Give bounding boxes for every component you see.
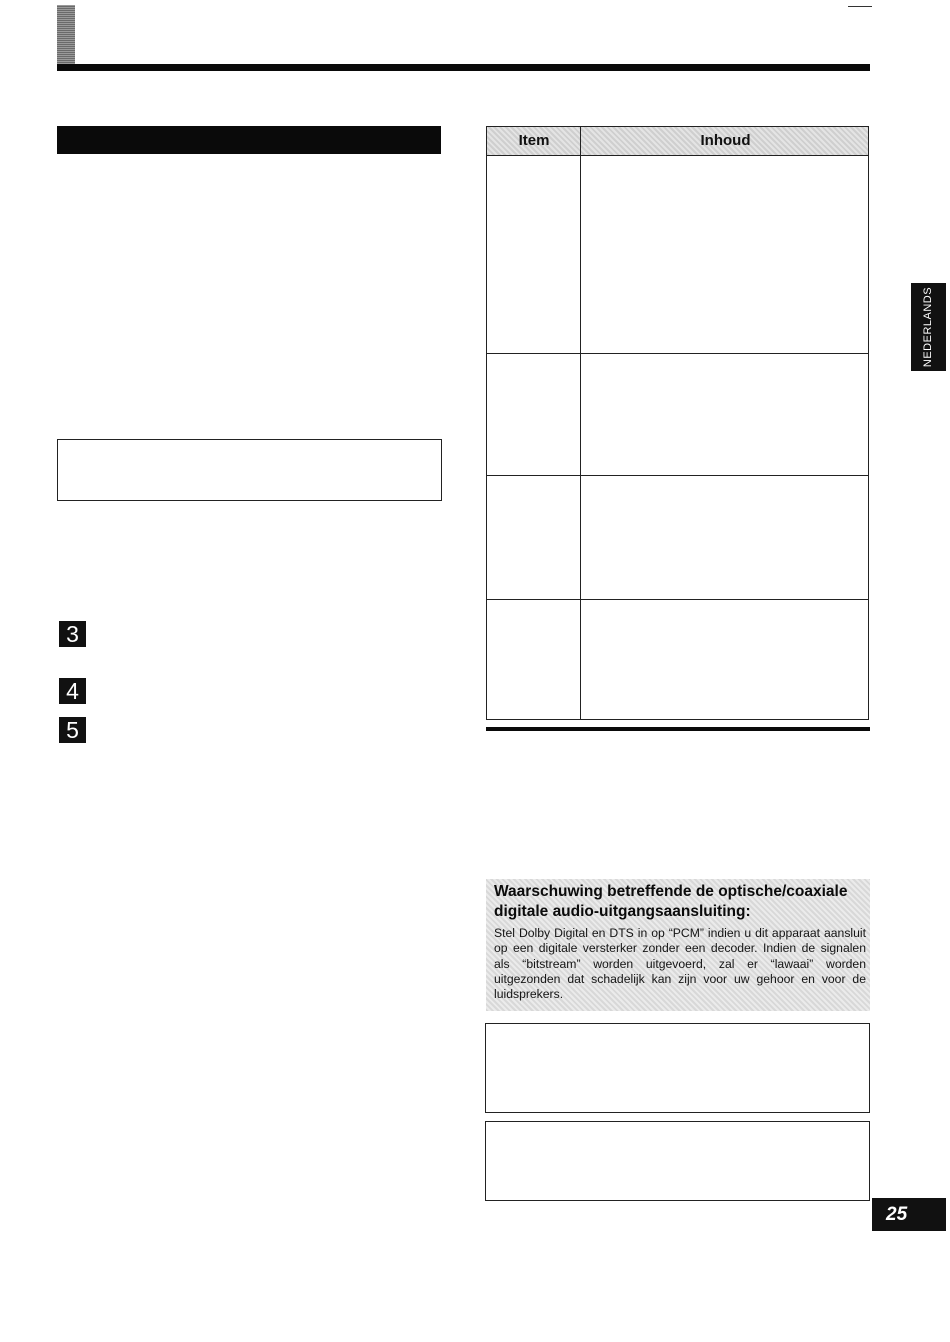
page-number: 25 (872, 1198, 946, 1231)
header-tick (848, 6, 872, 7)
note-box (57, 439, 442, 501)
step-3-marker: 3 (59, 621, 86, 647)
section-rule (486, 727, 870, 731)
table-column-divider (580, 126, 581, 720)
warning-box (486, 879, 870, 1011)
note-box (485, 1121, 870, 1201)
language-tab (911, 283, 946, 371)
step-4-marker: 4 (59, 678, 86, 704)
step-5-marker: 5 (59, 717, 86, 743)
table-row-divider (486, 475, 869, 476)
language-tab-label: NEDERLANDS (922, 286, 935, 368)
table-row-divider (486, 353, 869, 354)
table-row-divider (486, 599, 869, 600)
header-marker (57, 5, 75, 67)
header-rule (57, 64, 870, 71)
warning-title: Waarschuwing betreffende de optische/coaxiale digitale audio-uitgangsaansluiting: (494, 883, 848, 920)
table-header-item: Item (518, 132, 550, 149)
warning-body: Stel Dolby Digital en DTS in op “PCM” indien u dit apparaat aansluit op een digitale versterker zonder een decoder. Indien de signalen als “bitstream” worden uitgevoerd, zal er “lawaai” worden uitgezonden dat schadelijk kan zijn voor uw gehoor en voor de luidsprekers. (494, 926, 866, 1002)
note-box (485, 1023, 870, 1113)
section-heading-bar (57, 126, 441, 154)
table-header (486, 126, 869, 156)
settings-table (486, 126, 869, 720)
table-header-inhoud: Inhoud (700, 132, 751, 149)
